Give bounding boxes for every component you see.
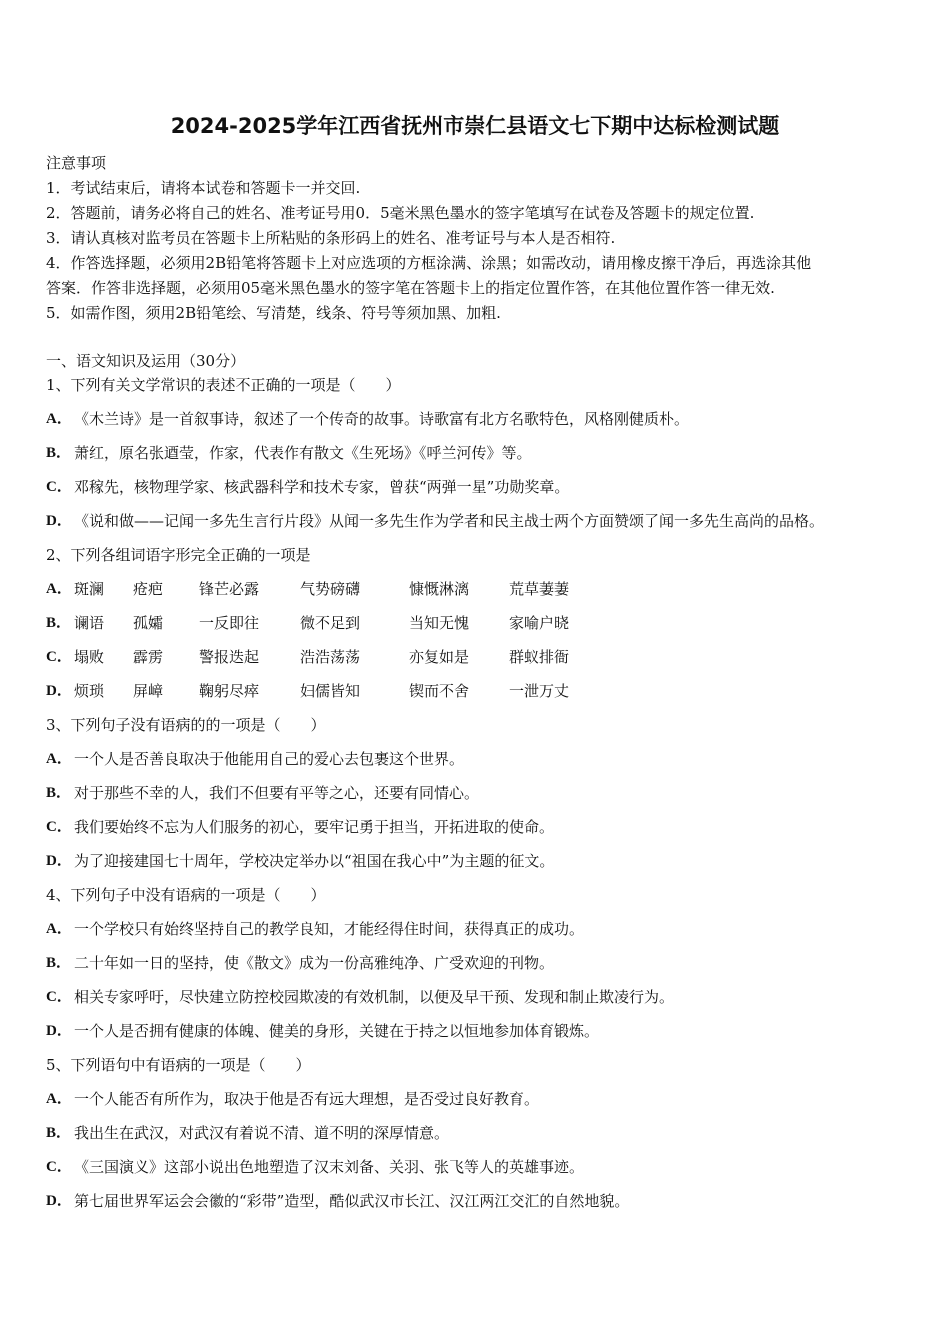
option-row [46, 1155, 916, 1189]
option-text: 一个人是否拥有健康的体魄、健美的身形，关键在于持之以恒地参加体育锻炼。 [74, 1022, 600, 1040]
option-word: 浩浩荡荡 [300, 648, 361, 666]
option-letter: D． [46, 683, 72, 699]
page-title: 2024-2025学年江西省抚州市崇仁县语文七下期中达标检测试题 [170, 114, 780, 138]
option-word: 孤孀 [133, 614, 164, 632]
option-word: 疮疤 [133, 580, 164, 598]
option-letter: C． [46, 1159, 72, 1175]
option-row [46, 815, 916, 849]
option-word: 斑澜 [74, 580, 105, 598]
option-words [74, 577, 916, 611]
option-word: 妇儒皆知 [300, 682, 361, 700]
notes-heading: 注意事项 [46, 154, 107, 172]
option-word: 气势磅礴 [300, 580, 361, 598]
option-row [46, 917, 916, 951]
option-word: 塌败 [74, 648, 105, 666]
option-row [46, 951, 916, 985]
option-word: 一反即往 [199, 614, 260, 632]
option-word: 谰语 [74, 614, 105, 632]
option-row [46, 747, 916, 781]
option-row [46, 679, 916, 713]
option-letter: D． [46, 853, 72, 869]
option-text: 对于那些不幸的人，我们不但要有平等之心，还要有同情心。 [74, 784, 480, 802]
option-row [46, 475, 916, 509]
option-word: 屏嶂 [133, 682, 164, 700]
option-text: 我们要始终不忘为人们服务的初心，要牢记勇于担当，开拓进取的使命。 [74, 818, 555, 836]
question-stem: 1、下列有关文学常识的表述不正确的一项是（ ） [46, 376, 401, 394]
option-text: 第七届世界军运会会徽的“彩带”造型，酷似武汉市长江、汉江两江交汇的自然地貌。 [74, 1192, 630, 1210]
option-letter: A． [46, 921, 72, 937]
option-word: 群蚁排衙 [509, 648, 570, 666]
option-letter: D． [46, 513, 72, 529]
option-text: 一个人能否有所作为，取决于他是否有远大理想，是否受过良好教育。 [74, 1090, 540, 1108]
option-letter: C． [46, 649, 72, 665]
option-letter: D． [46, 1023, 72, 1039]
notes-item: 2．答题前，请务必将自己的姓名、准考证号用0．5毫米黑色墨水的签字笔填写在试卷及答题卡的规定位置. [46, 204, 755, 222]
option-word: 鞠躬尽瘁 [199, 682, 260, 700]
option-text: 《说和做——记闻一多先生言行片段》从闻一多先生作为学者和民主战士两个方面赞颂了闻一多先生高尚的品格。 [74, 512, 825, 530]
question-stem: 4、下列句子中没有语病的一项是（ ） [46, 886, 326, 904]
option-letter: B． [46, 1125, 72, 1141]
notes-block [46, 151, 916, 326]
option-words [74, 679, 916, 713]
option-word: 家喻户晓 [509, 614, 570, 632]
option-words [74, 611, 916, 645]
option-letter: B． [46, 785, 72, 801]
option-word: 警报迭起 [199, 648, 260, 666]
option-word: 亦复如是 [409, 648, 470, 666]
option-text: 为了迎接建国七十周年，学校决定举办以“祖国在我心中”为主题的征文。 [74, 852, 555, 870]
option-row [46, 645, 916, 679]
option-letter: A． [46, 411, 72, 427]
option-text: 邓稼先，核物理学家、核武器科学和技术专家，曾获“两弹一星”功勋奖章。 [74, 478, 570, 496]
option-letter: B． [46, 955, 72, 971]
question-stem: 2、下列各组词语字形完全正确的一项是 [46, 546, 311, 564]
option-letter: A． [46, 751, 72, 767]
option-letter: A． [46, 581, 72, 597]
option-text: 我出生在武汉，对武汉有着说不清、道不明的深厚情意。 [74, 1124, 450, 1142]
option-word: 烦琐 [74, 682, 105, 700]
notes-item: 5．如需作图，须用2B铅笔绘、写清楚，线条、符号等须加黑、加粗. [46, 304, 501, 322]
notes-item: 4．作答选择题，必须用2B铅笔将答题卡上对应选项的方框涂满、涂黑；如需改动，请用橡皮擦干净后，再选涂其他 [46, 254, 812, 272]
option-word: 当知无愧 [409, 614, 470, 632]
option-text: 二十年如一日的坚持，使《散文》成为一份高雅纯净、广受欢迎的刊物。 [74, 954, 555, 972]
option-word: 一泄万丈 [509, 682, 570, 700]
notes-item: 3．请认真核对监考员在答题卡上所粘贴的条形码上的姓名、准考证号与本人是否相符. [46, 229, 616, 247]
option-row [46, 441, 916, 475]
option-letter: D． [46, 1193, 72, 1209]
option-row [46, 1019, 916, 1053]
option-row [46, 577, 916, 611]
option-letter: B． [46, 445, 72, 461]
notes-item: 1．考试结束后，请将本试卷和答题卡一并交回. [46, 179, 361, 197]
option-letter: A． [46, 1091, 72, 1107]
option-text: 《三国演义》这部小说出色地塑造了汉末刘备、关羽、张飞等人的英雄事迹。 [74, 1158, 585, 1176]
option-row [46, 985, 916, 1019]
option-row [46, 407, 916, 441]
option-word: 慷慨淋漓 [409, 580, 470, 598]
option-row [46, 1189, 916, 1223]
option-word: 锋芒必露 [199, 580, 260, 598]
option-text: 《木兰诗》是一首叙事诗，叙述了一个传奇的故事。诗歌富有北方名歌特色，风格刚健质朴。 [74, 410, 690, 428]
option-word: 微不足到 [300, 614, 361, 632]
option-text: 一个人是否善良取决于他能用自己的爱心去包裹这个世界。 [74, 750, 465, 768]
option-row [46, 1121, 916, 1155]
option-letter: C． [46, 989, 72, 1005]
notes-item: 答案．作答非选择题，必须用05毫米黑色墨水的签字笔在答题卡上的指定位置作答，在其他位置作答一律无效. [46, 279, 775, 297]
option-text: 相关专家呼吁，尽快建立防控校园欺凌的有效机制，以便及早干预、发现和制止欺凌行为。 [74, 988, 675, 1006]
option-row [46, 509, 916, 543]
option-letter: C． [46, 819, 72, 835]
option-word: 锲而不舍 [409, 682, 470, 700]
option-text: 一个学校只有始终坚持自己的教学良知，才能经得住时间，获得真正的成功。 [74, 920, 585, 938]
option-letter: C． [46, 479, 72, 495]
questions-list [46, 373, 916, 1223]
option-row [46, 1087, 916, 1121]
option-words [74, 645, 916, 679]
option-word: 荒草萋萋 [509, 580, 570, 598]
option-row [46, 781, 916, 815]
section-heading: 一、语文知识及运用（30分） [46, 352, 246, 370]
option-row [46, 611, 916, 645]
option-text: 萧红，原名张逎莹，作家，代表作有散文《生死场》《呼兰河传》等。 [74, 444, 532, 462]
option-row [46, 849, 916, 883]
option-word: 霹雳 [133, 648, 164, 666]
option-letter: B． [46, 615, 72, 631]
question-stem: 3、下列句子没有语病的的一项是（ ） [46, 716, 326, 734]
question-stem: 5、下列语句中有语病的一项是（ ） [46, 1056, 311, 1074]
